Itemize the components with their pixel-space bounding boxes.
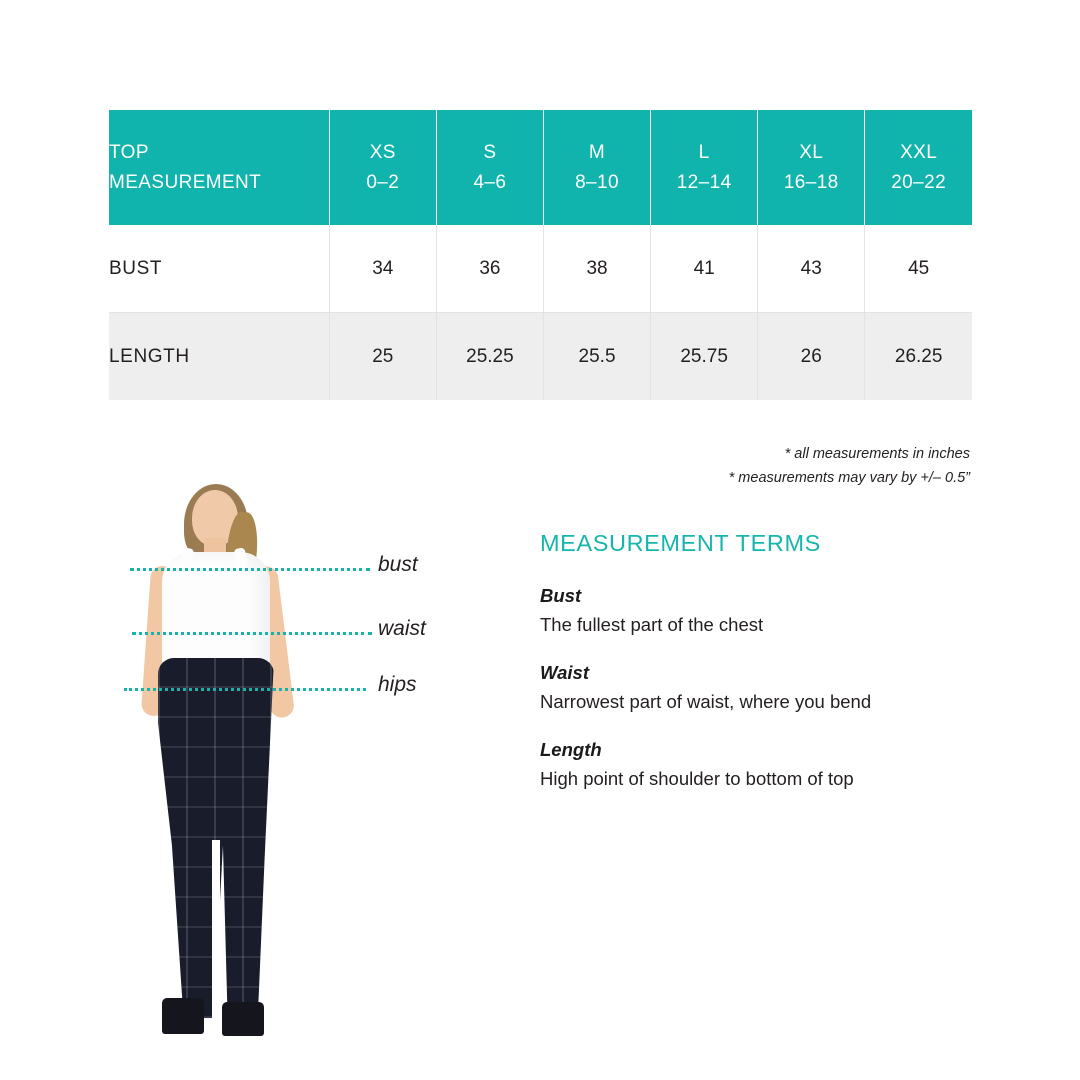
waist-callout-label: waist [378, 617, 426, 640]
size-range-xxl: 20–22 [891, 171, 947, 193]
header-row [109, 110, 972, 225]
row-label-length: LENGTH [109, 313, 329, 401]
bust-xxl: 45 [865, 225, 972, 313]
bust-m: 38 [543, 225, 650, 313]
bust-xs: 34 [329, 225, 436, 313]
bust-callout-line [130, 568, 370, 571]
size-range-l: 12–14 [676, 171, 732, 193]
size-name-xl: XL [799, 141, 824, 163]
size-range-m: 8–10 [575, 171, 619, 193]
measurement-terms-panel [540, 530, 1000, 816]
table-row [109, 225, 972, 313]
header-measurement-label [109, 110, 329, 225]
model-left-shoe-icon [162, 998, 204, 1034]
term-length-desc: High point of shoulder to bottom of top [540, 768, 854, 789]
waist-callout-line [132, 632, 372, 635]
terms-title: MEASUREMENT TERMS [540, 530, 821, 556]
row-label-bust: BUST [109, 225, 329, 313]
header-size-m [543, 110, 650, 225]
size-name-l: L [698, 141, 710, 163]
size-name-xs: XS [369, 141, 396, 163]
bust-l: 41 [651, 225, 758, 313]
model-right-shoe-icon [222, 1002, 264, 1036]
size-range-xl: 16–18 [783, 171, 839, 193]
term-bust-desc: The fullest part of the chest [540, 614, 764, 635]
length-xxl: 26.25 [865, 313, 972, 401]
header-label-line1: TOP [109, 141, 149, 163]
term-length [540, 739, 1000, 790]
model-figure [90, 480, 470, 1040]
size-chart-body [109, 225, 972, 400]
length-m: 25.5 [543, 313, 650, 401]
header-size-xs [329, 110, 436, 225]
size-name-m: M [588, 141, 606, 163]
term-waist-name: Waist [540, 662, 590, 683]
size-range-s: 4–6 [473, 171, 507, 193]
bust-xl: 43 [758, 225, 865, 313]
model-illustration [100, 490, 310, 1035]
size-chart-header [109, 110, 972, 225]
size-range-xs: 0–2 [366, 171, 400, 193]
header-size-xxl [865, 110, 972, 225]
term-waist [540, 662, 1000, 713]
length-xl: 26 [758, 313, 865, 401]
term-bust [540, 585, 1000, 636]
header-label-line2: MEASUREMENT [109, 171, 262, 193]
term-length-name: Length [540, 739, 602, 760]
bust-callout-label: bust [378, 553, 418, 576]
size-chart-table [109, 110, 972, 400]
table-row [109, 313, 972, 401]
hips-callout-line [124, 688, 366, 691]
note-variance: * measurements may vary by +/– 0.5” [728, 470, 970, 486]
header-size-xl [758, 110, 865, 225]
size-name-s: S [483, 141, 497, 163]
term-waist-desc: Narrowest part of waist, where you bend [540, 691, 872, 712]
length-xs: 25 [329, 313, 436, 401]
hips-callout-label: hips [378, 673, 417, 696]
measurement-notes [729, 442, 970, 490]
term-bust-name: Bust [540, 585, 582, 606]
length-l: 25.75 [651, 313, 758, 401]
length-s: 25.25 [436, 313, 543, 401]
size-name-xxl: XXL [900, 141, 938, 163]
bust-s: 36 [436, 225, 543, 313]
header-size-l [651, 110, 758, 225]
header-size-s [436, 110, 543, 225]
model-leg-gap [212, 840, 220, 1020]
note-units: * all measurements in inches [784, 446, 970, 462]
